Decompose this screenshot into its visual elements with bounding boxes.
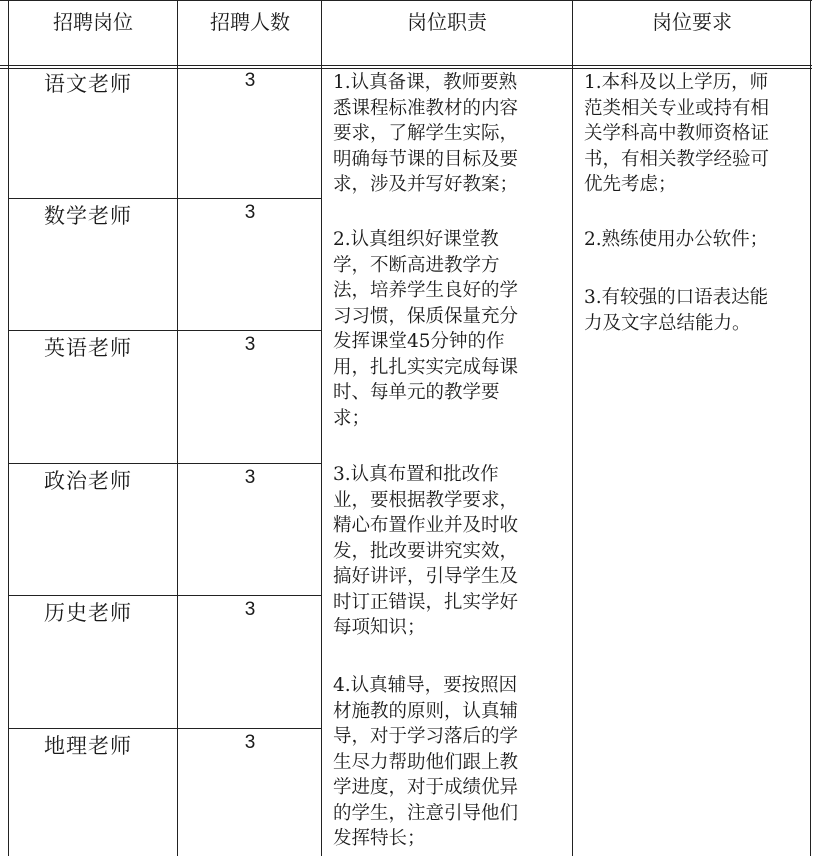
col-divider <box>321 0 322 856</box>
duty-line: 1.认真备课，教师要熟 <box>333 72 518 93</box>
requirement-paragraph <box>584 70 769 198</box>
duty-line: 明确每节课的目标及要 <box>333 148 519 170</box>
duty-line: 3.认真布置和批改作 <box>333 464 499 485</box>
count-cell: 3 <box>244 599 256 620</box>
position-cell: 历史老师 <box>44 601 132 625</box>
position-cell: 数学老师 <box>44 204 132 228</box>
requirement-paragraph <box>584 285 768 336</box>
requirement-line: 3.有较强的口语表达能 <box>584 287 769 308</box>
requirement-line: 书，有相关教学经验可 <box>584 148 770 170</box>
count-cell: 3 <box>244 202 256 223</box>
duty-line: 材施教的原则，认真辅 <box>333 700 519 722</box>
duty-line: 发挥课堂45分钟的作 <box>333 331 505 352</box>
duty-line: 导，对于学习落后的学 <box>333 726 519 747</box>
requirement-line: 优先考虑； <box>584 174 677 195</box>
duty-line: 4.认真辅导，要按照因 <box>333 675 518 696</box>
duty-line: 的学生，注意引导他们 <box>333 802 519 824</box>
position-cell: 地理老师 <box>44 734 132 758</box>
header-duties: 岗位职责 <box>407 10 487 34</box>
count-cell: 3 <box>244 70 256 91</box>
duty-line: 求，涉及并写好教案； <box>333 174 519 195</box>
duty-line: 业，要根据教学要求， <box>333 489 519 511</box>
row-divider <box>8 728 322 729</box>
duty-line: 2.认真组织好课堂教 <box>333 229 499 250</box>
row-divider <box>8 330 322 331</box>
requirement-line: 力及文字总结能力。 <box>584 312 751 334</box>
requirement-line: 关学科高中教师资格证 <box>584 123 770 144</box>
duty-line: 发，批改要讲究实效， <box>333 540 519 562</box>
header-position: 招聘岗位 <box>53 10 133 34</box>
table-border-top <box>0 0 812 1</box>
count-cell: 3 <box>244 732 256 753</box>
requirement-line: 范类相关专业或持有相 <box>584 97 770 119</box>
col-divider <box>177 0 178 856</box>
duty-paragraph <box>333 227 518 431</box>
duty-line: 发挥特长； <box>333 828 426 849</box>
duty-line: 学，不断高进教学方 <box>333 254 500 276</box>
duty-line: 学进度，对于成绩优异 <box>333 777 519 798</box>
position-cell: 政治老师 <box>44 469 132 493</box>
row-divider <box>8 463 322 464</box>
header-requirements: 岗位要求 <box>652 10 732 34</box>
duty-line: 精心布置作业并及时收 <box>333 515 519 536</box>
duty-line: 时订正错误，扎实学好 <box>333 591 519 613</box>
row-divider <box>8 595 322 596</box>
header-count: 招聘人数 <box>210 10 290 34</box>
col-divider <box>572 0 573 856</box>
duty-line: 习习惯，保质保量充分 <box>333 305 519 327</box>
duty-line: 生尽力帮助他们跟上教 <box>333 751 519 773</box>
col-border-right <box>810 0 811 856</box>
position-cell: 英语老师 <box>44 336 132 360</box>
duty-line: 搞好讲评，引导学生及 <box>333 566 519 587</box>
duty-line: 法，培养学生良好的学 <box>333 280 519 301</box>
duty-paragraph <box>333 70 518 198</box>
position-cell: 语文老师 <box>44 72 132 96</box>
header-divider <box>0 65 812 66</box>
duty-line: 求； <box>333 407 371 429</box>
requirement-paragraph <box>584 227 768 253</box>
row-divider <box>8 198 322 199</box>
duty-line: 悉课程标准教材的内容 <box>333 97 519 119</box>
col-border-left <box>8 0 9 856</box>
count-cell: 3 <box>244 334 256 355</box>
duty-line: 时、每单元的教学要 <box>333 382 500 403</box>
duty-line: 用，扎扎实实完成每课 <box>333 356 519 378</box>
requirement-line: 1.本科及以上学历，师 <box>584 72 769 93</box>
count-cell: 3 <box>244 467 256 488</box>
duty-paragraph <box>333 673 518 852</box>
requirement-line: 2.熟练使用办公软件； <box>584 229 769 250</box>
duty-paragraph <box>333 462 518 641</box>
duty-line: 每项知识； <box>333 617 426 638</box>
duty-line: 要求，了解学生实际， <box>333 123 519 144</box>
